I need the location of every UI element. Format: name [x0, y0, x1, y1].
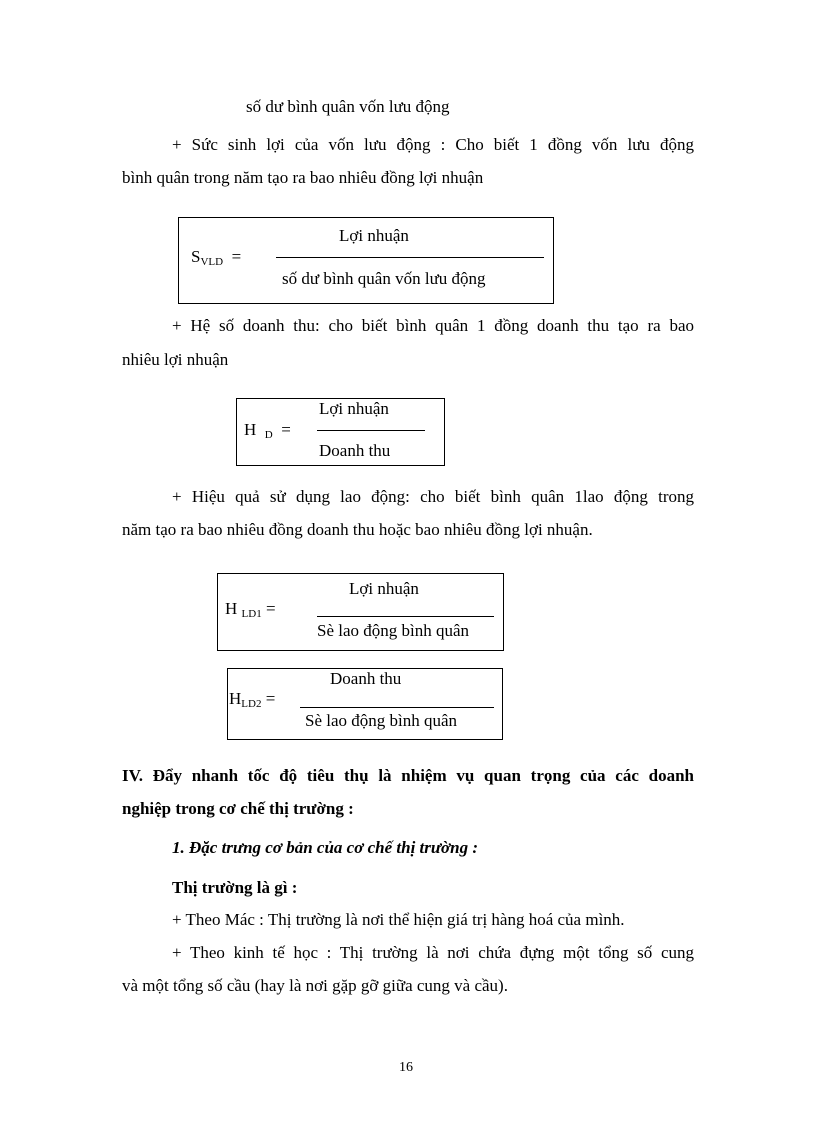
item-hd-line1: + Hệ số doanh thu: cho biết bình quân 1 đồng doanh thu tạo ra bao [172, 316, 694, 335]
item-hd-line2: nhiêu lợi nhuận [122, 350, 229, 369]
formula-hld2-numerator: Doanh thu [330, 669, 402, 688]
subheading: 1. Đặc trưng cơ bản của cơ chế thị trường : [172, 838, 479, 857]
item-hld-line2: năm tạo ra bao nhiêu đồng doanh thu hoặc bao nhiêu đồng lợi nhuận. [122, 520, 593, 539]
formula-hd-box [236, 398, 445, 466]
formula-hld2-fraction-bar [300, 707, 494, 708]
formula-hd-fraction-bar [317, 430, 425, 431]
formula-hld1-denominator: Sè lao động bình quân [317, 621, 470, 640]
formula-hd-label: H $_D$ = [244, 420, 291, 441]
formula-hld2-denominator: Sè lao động bình quân [305, 711, 458, 730]
formula-hd-denominator: Doanh thu [319, 441, 391, 460]
formula-svld-fraction-bar [276, 257, 544, 258]
formula-hld1-box [217, 573, 504, 651]
continuation-line: số dư bình quân vốn lưu động [246, 97, 450, 116]
formula-hld1-fraction-bar [317, 616, 494, 617]
formula-hld1-numerator: Lợi nhuận [349, 579, 419, 598]
formula-hld1-label: H $_{LD1}$ = [225, 599, 276, 620]
para-economics-line2: và một tổng số cầu (hay là nơi gặp gỡ giữa cung và cầu). [122, 976, 508, 995]
formula-hld2-label: $H_{LD2}$ = [229, 689, 276, 710]
formula-hd-numerator: Lợi nhuận [319, 399, 389, 418]
item-svld-line1: + Sức sinh lợi của vốn lưu động : Cho biết 1 đồng vốn lưu động [172, 135, 694, 154]
question-heading: Thị trường là gì : [172, 878, 298, 897]
section-heading-line2: nghiệp trong cơ chế thị trường : [122, 799, 354, 818]
para-marx: + Theo Mác : Thị trường là nơi thể hiện giá trị hàng hoá của mình. [172, 910, 625, 929]
para-economics-line1: + Theo kinh tế học : Thị trường là nơi chứa đựng một tổng số cung [172, 943, 694, 962]
section-heading-line1: IV. Đẩy nhanh tốc độ tiêu thụ là nhiệm vụ quan trọng của các doanh [122, 766, 694, 785]
page-number: 16 [399, 1060, 413, 1075]
formula-svld-label: $S_{VLD}$ = [191, 247, 242, 268]
formula-svld-denominator: số dư bình quân vốn lưu động [282, 269, 486, 288]
formula-svld-numerator: Lợi nhuận [339, 226, 409, 245]
item-hld-line1: + Hiệu quả sử dụng lao động: cho biết bình quân 1lao động trong [172, 487, 694, 506]
item-svld-line2: bình quân trong năm tạo ra bao nhiêu đồng lợi nhuận [122, 168, 484, 187]
formula-svld-box [178, 217, 554, 304]
formula-hld2-box [227, 668, 503, 740]
